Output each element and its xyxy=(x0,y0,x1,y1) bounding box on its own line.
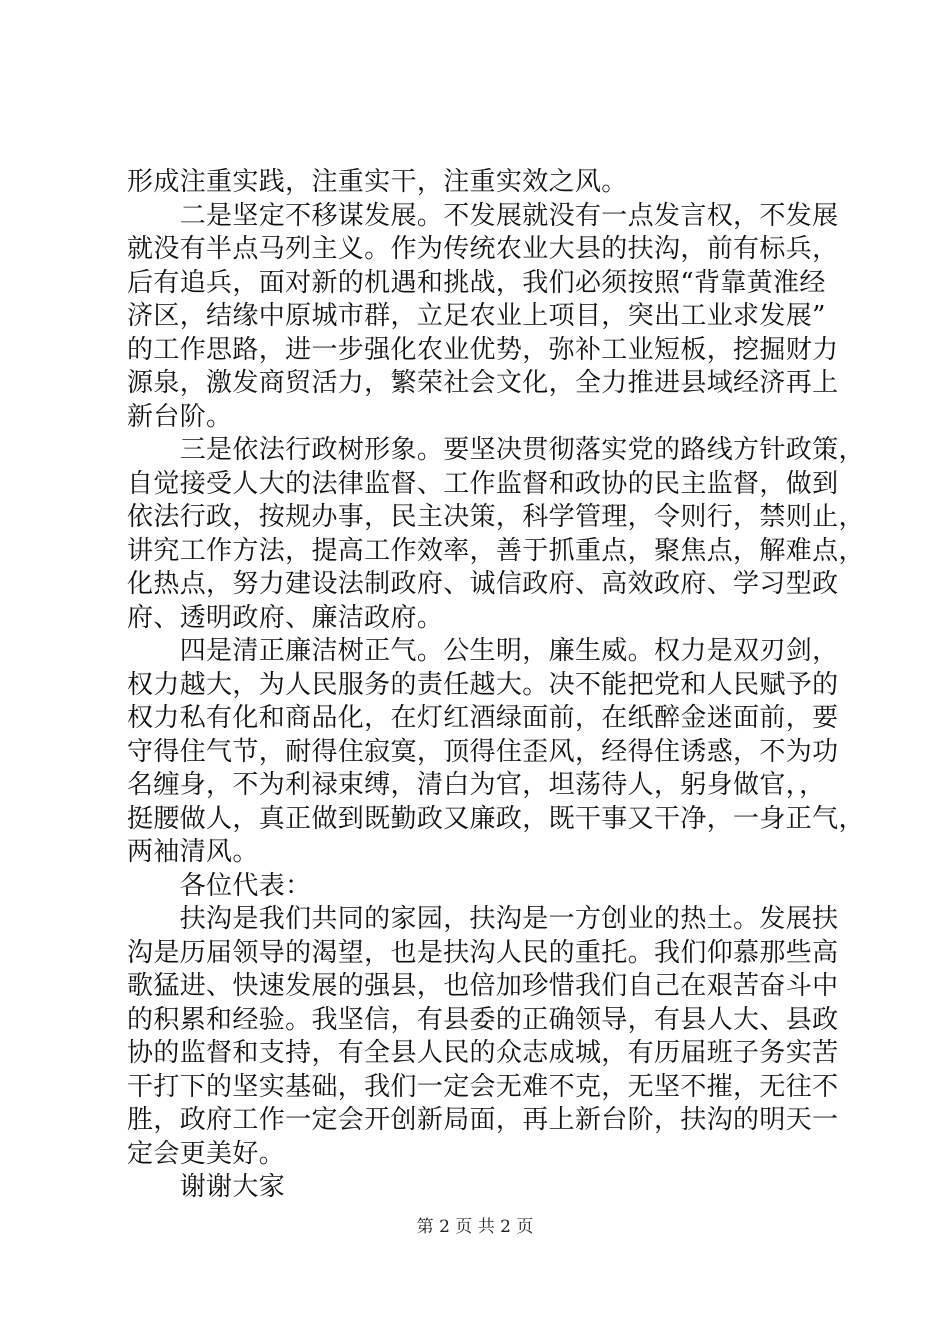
text-line: 源泉，激发商贸活力，繁荣社会文化，全力推进县域经济再上 xyxy=(127,368,839,398)
text-line: 协的监督和支持，有全县人民的众志成城，有历届班子务实苦 xyxy=(127,1038,839,1068)
text-line: 新台阶。 xyxy=(127,401,233,432)
text-line: 府、透明政府、廉洁政府。 xyxy=(127,602,444,633)
text-line: 后有追兵，面对新的机遇和挑战，我们必须按照“背靠黄淮经 xyxy=(127,267,826,298)
text-line: 的积累和经验。我坚信，有县委的正确领导，有县人大、县政 xyxy=(127,1004,839,1035)
text-line: 讲究工作方法，提高工作效率，善于抓重点，聚焦点，解难点， xyxy=(127,535,865,566)
text-line: 权力越大，为人民服务的责任越大。决不能把党和人民赋予的 xyxy=(127,669,839,700)
text-line: 形成注重实践，注重实干，注重实效之风。 xyxy=(127,167,628,197)
text-line: 就没有半点马列主义。作为传统农业大县的扶沟，前有标兵， xyxy=(127,234,839,264)
text-line: 守得住气节，耐得住寂寞，顶得住歪风，经得住诱惑，不为功 xyxy=(127,736,839,767)
text-line: 各位代表： xyxy=(127,870,312,901)
document-body xyxy=(127,166,865,1205)
page-footer xyxy=(0,1212,950,1237)
text-line: 两袖清风。 xyxy=(127,837,259,867)
text-line: 干打下的坚实基础，我们一定会无难不克，无坚不摧，无往不 xyxy=(127,1071,839,1102)
text-line: 依法行政，按规办事，民主决策，科学管理，令则行，禁则止， xyxy=(127,502,865,532)
text-line: 二是坚定不移谋发展。不发展就没有一点发言权，不发展 xyxy=(127,200,839,231)
text-line: 四是清正廉洁树正气。公生明，廉生威。权力是双刃剑， xyxy=(127,636,839,666)
text-line: 济区，结缘中原城市群，立足农业上项目，突出工业求发展” xyxy=(127,301,826,331)
text-line: 扶沟是我们共同的家园，扶沟是一方创业的热土。发展扶 xyxy=(127,904,839,934)
text-line: 的工作思路，进一步强化农业优势，弥补工业短板，挖掘财力 xyxy=(127,334,839,365)
text-line: 挺腰做人，真正做到既勤政又廉政，既干事又干净，一身正气， xyxy=(127,803,865,834)
text-line: 谢谢大家 xyxy=(127,1172,286,1202)
text-line: 歌猛进、快速发展的强县，也倍加珍惜我们自己在艰苦奋斗中 xyxy=(127,971,839,1001)
text-line: 化热点，努力建设法制政府、诚信政府、高效政府、学习型政 xyxy=(127,569,839,599)
text-line: 沟是历届领导的渴望，也是扶沟人民的重托。我们仰慕那些高 xyxy=(127,937,839,968)
text-line: 自觉接受人大的法律监督、工作监督和政协的民主监督，做到 xyxy=(127,468,839,499)
text-line: 三是依法行政树形象。要坚决贯彻落实党的路线方针政策， xyxy=(127,435,865,465)
text-line: 定会更美好。 xyxy=(127,1138,286,1169)
page-number-label: 第 2 页 共 2 页 xyxy=(416,1217,534,1237)
text-line: 权力私有化和商品化，在灯红酒绿面前，在纸醉金迷面前，要 xyxy=(127,703,839,733)
text-line: 名缠身，不为利禄束缚，清白为官，坦荡待人，躬身做官，， xyxy=(127,770,826,800)
text-line: 胜，政府工作一定会开创新局面，再上新台阶，扶沟的明天一 xyxy=(127,1105,839,1135)
